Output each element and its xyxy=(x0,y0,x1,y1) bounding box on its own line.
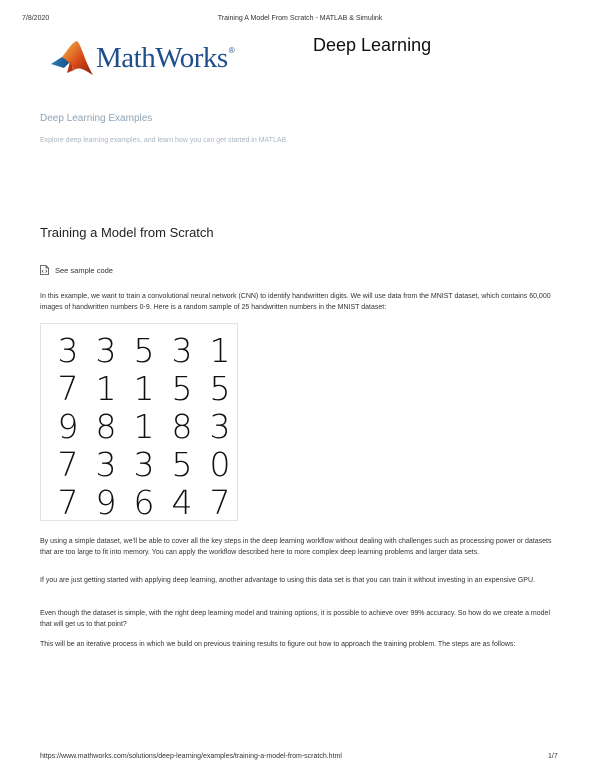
handwritten-digit: 4 xyxy=(171,483,193,520)
handwritten-digit: 8 xyxy=(95,407,117,446)
handwritten-digit: 1 xyxy=(133,407,155,446)
handwritten-digit: 3 xyxy=(171,331,193,370)
handwritten-digit: 7 xyxy=(57,445,79,484)
handwritten-digit: 3 xyxy=(57,331,79,370)
sample-code-link[interactable] xyxy=(40,265,113,275)
handwritten-digit: 5 xyxy=(171,445,193,484)
paragraph-gpu: If you are just getting started with applying deep learning, another advantage to using this data set is that you can train it without investing in an expensive GPU. xyxy=(40,577,535,584)
handwritten-digit: 9 xyxy=(57,407,79,446)
handwritten-digit: 3 xyxy=(95,331,117,370)
mnist-sample-image xyxy=(40,323,238,521)
page-number: 1/7 xyxy=(548,753,558,760)
code-file-icon xyxy=(40,265,49,275)
handwritten-digit: 1 xyxy=(133,369,155,408)
mathworks-logo[interactable] xyxy=(50,40,250,80)
membrane-logo-icon xyxy=(50,40,94,78)
handwritten-digit: 7 xyxy=(57,483,79,520)
mnist-digit-grid xyxy=(41,324,237,520)
paragraph-workflow: By using a simple dataset, we'll be able to cover all the key steps in the deep learning workflow without dealing with challenges such as processing power or datasets that are too large to fit into memory. You can apply the workflow described here to more complex deep learning problems and larger data sets. xyxy=(40,538,552,556)
examples-heading[interactable]: Deep Learning Examples xyxy=(40,113,153,124)
print-date: 7/8/2020 xyxy=(22,15,50,22)
footer-url: https://www.mathworks.com/solutions/deep-learning/examples/training-a-model-from-scratch.html xyxy=(40,753,342,760)
handwritten-digit: 6 xyxy=(133,483,155,520)
page-title: Deep Learning xyxy=(313,35,432,55)
handwritten-digit: 3 xyxy=(133,445,155,484)
article-title: Training a Model from Scratch xyxy=(40,225,214,240)
handwritten-digit: 1 xyxy=(209,331,231,370)
logo-text: MathWorks xyxy=(96,42,228,74)
handwritten-digit: 5 xyxy=(171,369,193,408)
handwritten-digit: 7 xyxy=(209,483,231,520)
handwritten-digit: 7 xyxy=(57,369,79,408)
intro-paragraph: In this example, we want to train a convolutional neural network (CNN) to identify handwritten digits. We will use data from the MNIST dataset, which contains 60,000 images of handwritten numbers 0-9. Here is a random sample of 25 handwritten numbers in the MNIST dataset: xyxy=(40,293,551,311)
paragraph-accuracy: Even though the dataset is simple, with the right deep learning model and training options, it is possible to achieve over 99% accuracy. So how do we create a model that will get us to that point? xyxy=(40,610,550,628)
handwritten-digit: 0 xyxy=(209,445,231,484)
registered-mark: ® xyxy=(228,46,235,55)
handwritten-digit: 5 xyxy=(133,331,155,370)
handwritten-digit: 5 xyxy=(209,369,231,408)
handwritten-digit: 1 xyxy=(95,369,117,408)
handwritten-digit: 3 xyxy=(95,445,117,484)
handwritten-digit: 9 xyxy=(95,483,117,520)
handwritten-digit: 8 xyxy=(171,407,193,446)
paragraph-steps: This will be an iterative process in which we build on previous training results to figure out how to approach the training problem. The steps are as follows: xyxy=(40,641,516,648)
handwritten-digit: 3 xyxy=(209,407,231,446)
print-title: Training A Model From Scratch - MATLAB & Simulink xyxy=(217,15,383,22)
examples-description: Explore deep learning examples, and learn how you can get started in MATLAB. xyxy=(40,137,289,144)
sample-code-label: See sample code xyxy=(55,265,113,275)
